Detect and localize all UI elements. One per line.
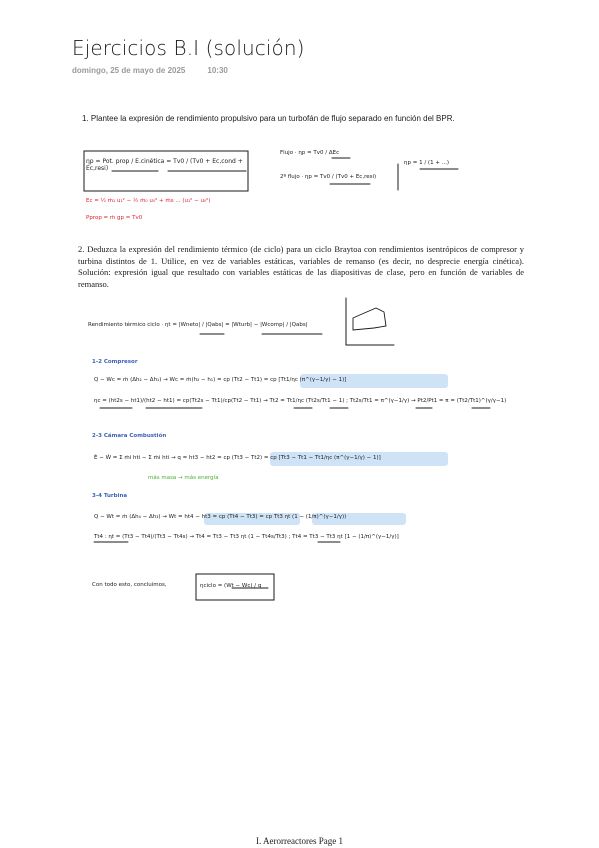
section-camara: 2-3 Cámara Combustión <box>92 433 167 439</box>
eq-compresor-2: ηc = (ht2s − ht1)/(ht2 − ht1) = cp(Tt2s − Tt1)/cp(Tt2 − Tt1) → Tt2 = Tt1/ηc (Tt2s/Tt1 − 1) ; Tt2s/Tt1 = π^(γ−1/γ) → Pt2/Pt1 = π = (Tt2/Tt1)^(γ/γ−1) <box>94 398 507 404</box>
flow-primary-text: Flujo · ηp = Tv0 / ΔEc <box>280 150 340 156</box>
section-compresor: 1-2 Compresor <box>92 359 138 365</box>
eq-turbina-2: Tt4 : ηt = (Tt3 − Tt4)/(Tt3 − Tt4s) → Tt4 = Tt3 − Tt3 ηt (1 − Tt4s/Tt3) ; Tt4 = Tt3 − Tt3 ηt [1 − (1/π)^(γ−1/γ)] <box>94 534 399 540</box>
boxed-eta-p-text: ηp = Pot. prop / E.cinética = Tv0 / (Tv0 + Ec,cond + Ec,resi) <box>86 158 243 172</box>
eq-turbina-1: Q − Wt = ṁ (Δh₄ − Δh₃) → Wt = ht4 − ht3 = cp (Tt4 − Tt3) = cp Tt3 ηt (1 − (1/π)^(γ−1/γ)) <box>94 514 347 520</box>
question-1: 1. Plantee la expresión de rendimiento propulsivo para un turbofán de flujo separado en función del BPR. <box>82 114 455 123</box>
red-note-2: Pprop = ṁ gp = Tv0 <box>86 215 143 221</box>
eta-final-text: ηp = 1 / (1 + ...) <box>404 160 450 166</box>
question-2: 2. Deduzca la expresión del rendimiento térmico (de ciclo) para un ciclo Braytoa con rendimientos isentrópicos de compresor y turbina distintos de 1. Utilice, en vez de variables estáticas, variables de remanso (es decir, no desprecie energía cinética). Solución: expresión igual que resultado con variables estáticas de las diapositivas de clase, pero en función de variables de remanso. <box>78 244 524 289</box>
conclusion-text: Con todo esto, concluimos, <box>92 582 167 588</box>
eta-ciclo-text: ηciclo = (Wt − Wc) / q <box>200 583 262 589</box>
section-turbina: 3-4 Turbina <box>92 493 128 499</box>
ts-cycle <box>353 308 386 330</box>
green-note: más masa → más energía <box>148 475 219 481</box>
page-footer: I. Aerorreactores Page 1 <box>256 836 343 846</box>
page-title: Ejercicios B.I (solución) <box>72 36 305 60</box>
page-time: 10:30 <box>207 66 228 75</box>
red-note-1: Ec = ½ ṁ₁ u₁² − ½ ṁ₀ u₀² + ṁs ... (u₁² − u₀²) <box>86 198 211 204</box>
eq-compresor-1: Q − Wc = ṁ (Δh₂ − Δh₁) → Wc = ṁ(h₂ − h₁) = cp (Tt2 − Tt1) = cp [Tt1/ηc (π^(γ−1/γ) − 1)] <box>94 377 347 383</box>
flow-secondary-text: 2º flujo · ηp = Tv0 / (Tv0 + Ec,resi) <box>280 174 377 180</box>
page-date: domingo, 25 de mayo de 2025 <box>72 66 186 75</box>
rendimiento-text: Rendimiento térmico ciclo · ηt = |Wneto| / |Qabs| = |Wturb| − |Wcomp| / |Qabs| <box>88 322 308 328</box>
eq-camara: Ė − Ẇ = Σ ṁi hti − Σ ṁi hti → q = ht3 − ht2 = cp (Tt3 − Tt2) = cp [Tt3 − Tt1 − Tt1/ηc (π^(γ−1/γ) − 1)] <box>94 455 381 461</box>
